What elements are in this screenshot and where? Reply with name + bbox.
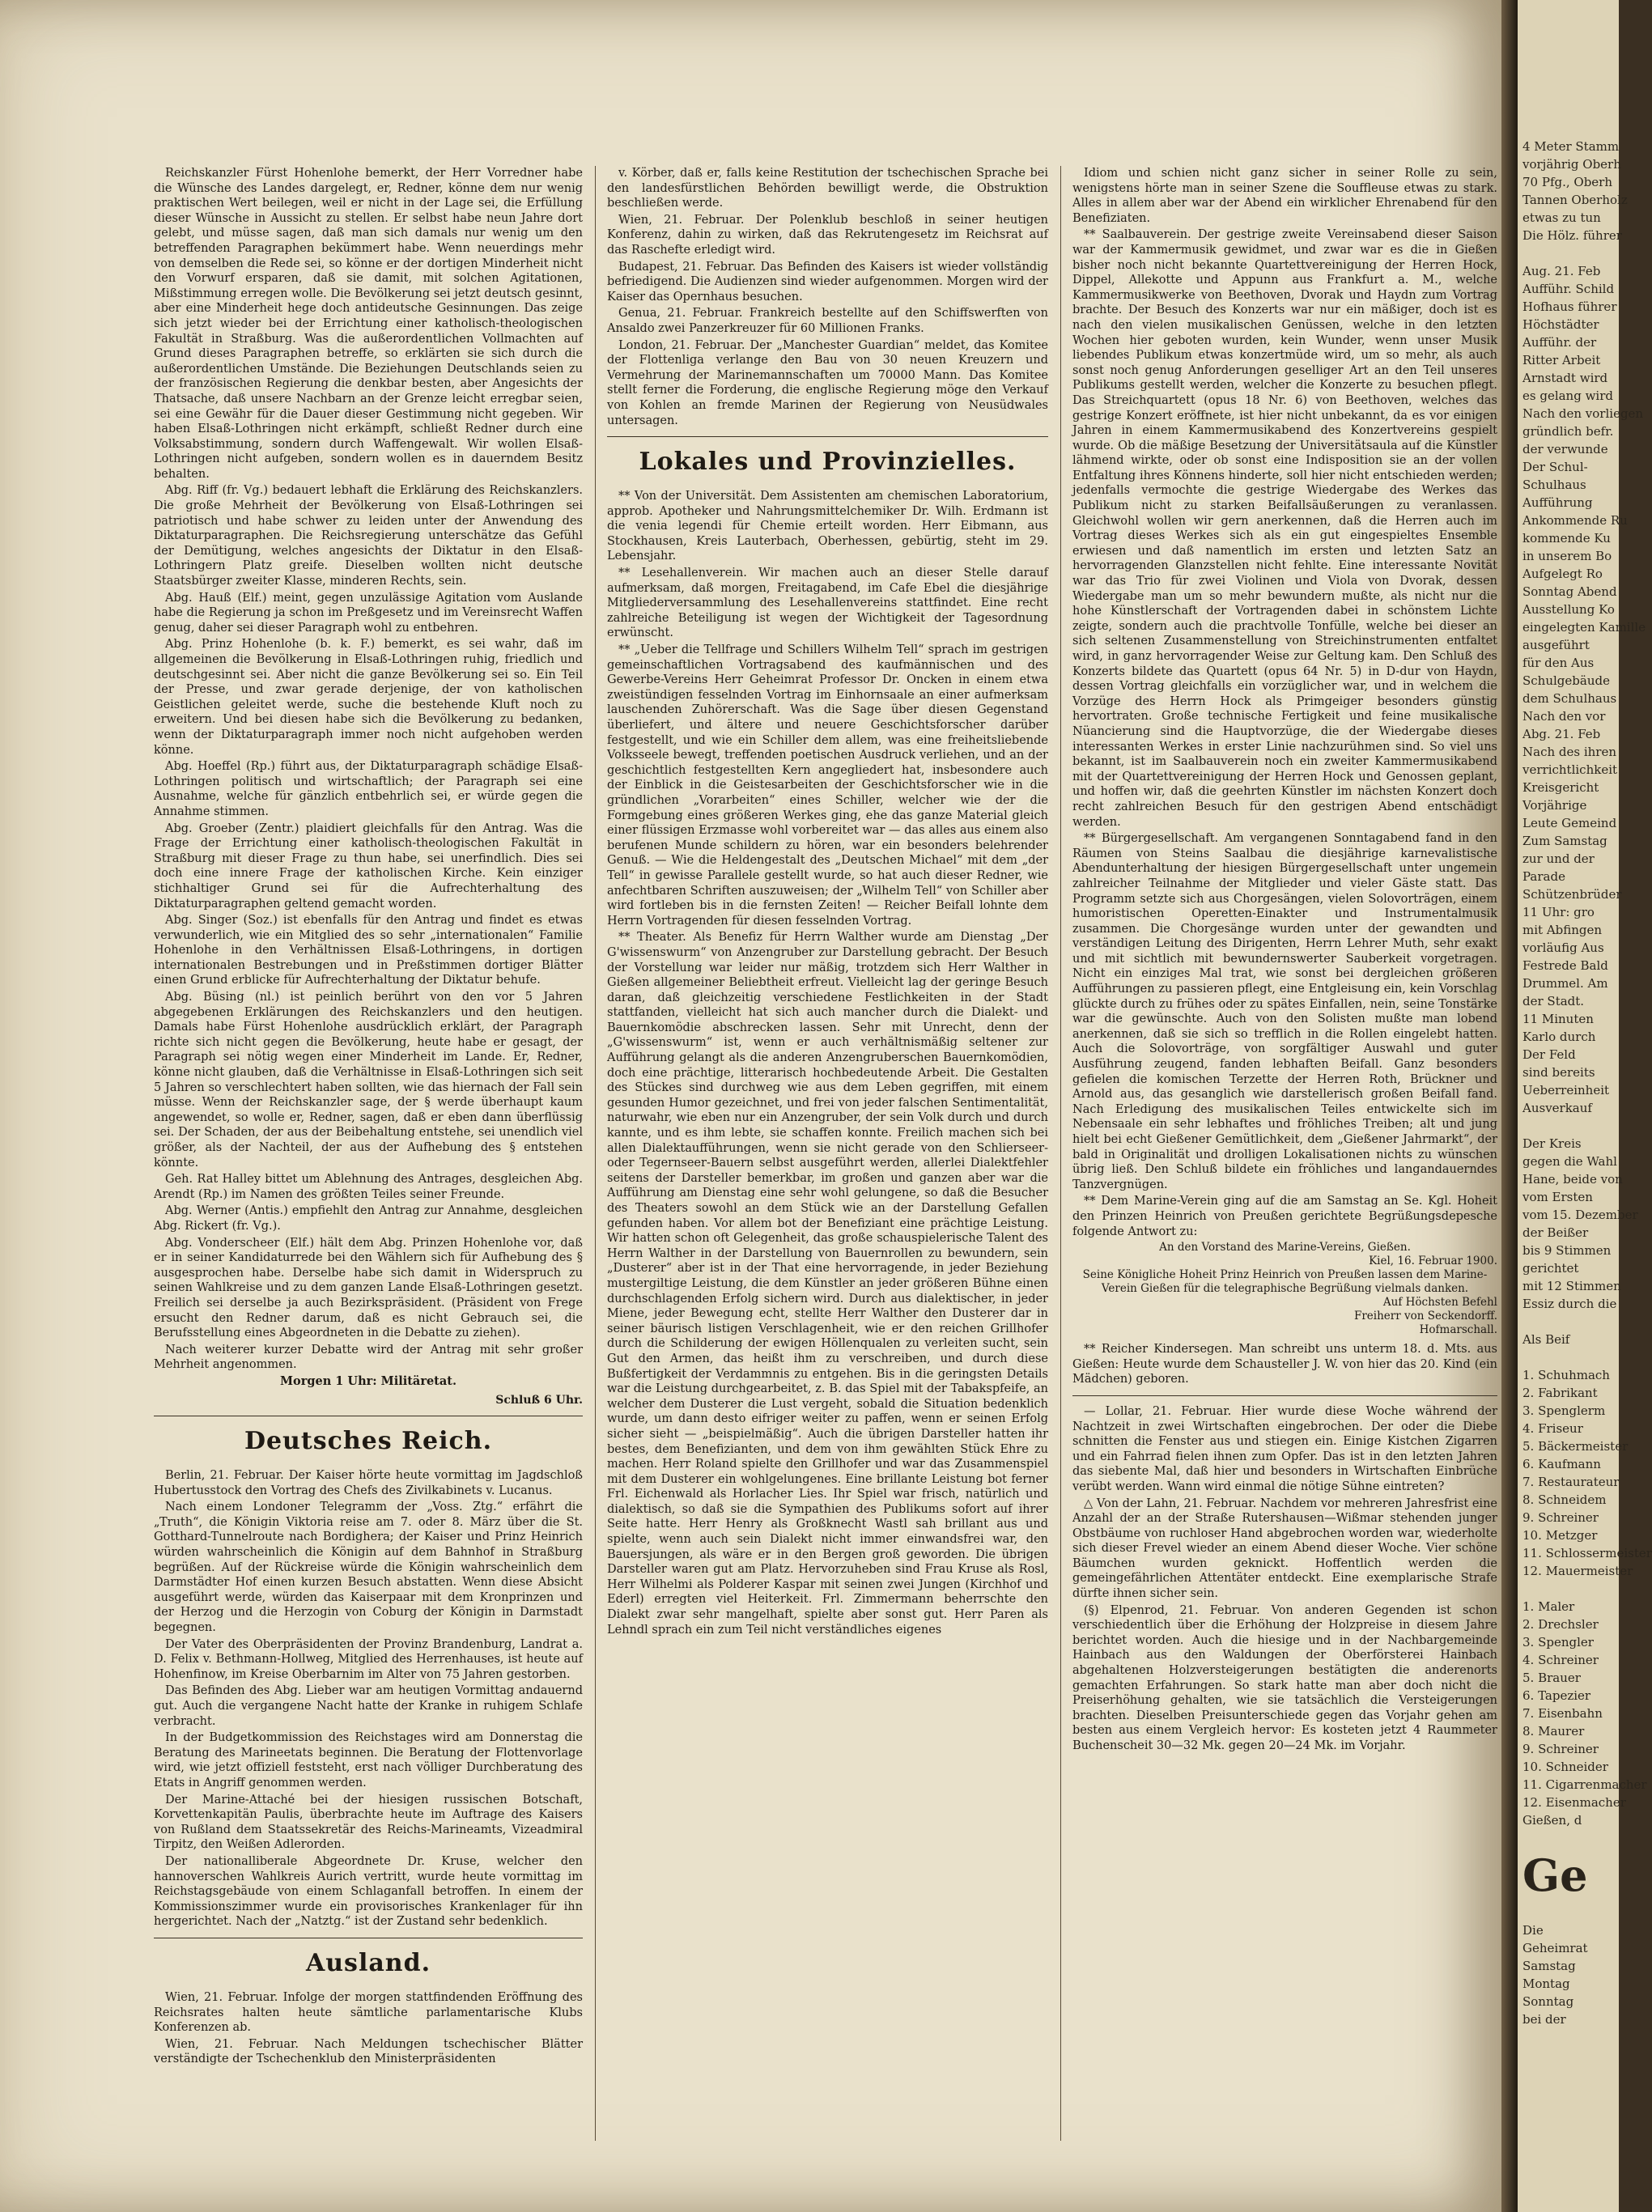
facing-page-line: 70 Pfg., Oberh — [1522, 175, 1613, 189]
facing-page-line: eingelegten Kamille — [1522, 620, 1646, 635]
facing-page-line: 11 Minuten — [1522, 1012, 1594, 1026]
facing-page-line — [1522, 1904, 1619, 1921]
facing-page-line: vorjährig Oberh — [1522, 157, 1621, 172]
facing-page-line: 12. Eisenmacher — [1522, 1795, 1626, 1810]
paragraph: Wien, 21. Februar. Der Polenklub beschloß in seiner heutigen Konferenz, dahin zu wirken, daß das Rekrutengesetz im Reichsrat auf das Raschefte erledigt wird. — [607, 213, 1048, 257]
facing-page-line — [1522, 1117, 1619, 1135]
paragraph: Abg. Hoeffel (Rp.) führt aus, der Diktaturparagraph schädige Elsaß-Lothringen politisch und wirtschaftlich; der Paragraph sei eine Ausnahme, welche für gänzlich entbehrlich sei, er würde gegen die Annahme stimmen. — [154, 760, 583, 818]
facing-page-line: 2. Drechsler — [1522, 1617, 1599, 1632]
facing-page-line: Der Feld — [1522, 1047, 1576, 1062]
paragraph: △ Von der Lahn, 21. Februar. Nachdem vor mehreren Jahresfrist eine Anzahl der an der Straße Rutershausen—Wißmar stehenden junger Obstbäume von ruchloser Hand abgebrochen worden war, wiederholte sich dieser Frevel wieder an einem Abend dieser Woche. Vier schöne Bäumchen wurden geknickt. Hoffentlich werden die gemeingefährlichen Attentäter entdeckt. Eine exemplarische Strafe dürfte ihnen sicher sein. — [1072, 1497, 1497, 1601]
paragraph: Das Befinden des Abg. Lieber war am heutigen Vormittag andauernd gut. Auch die vergangene Nacht hatte der Kranke in ruhigem Schlafe verbracht. — [154, 1684, 583, 1728]
facing-page-line: verrichtlichkeit — [1522, 762, 1618, 777]
facing-page-line: bei der — [1522, 2012, 1566, 2027]
telegram-title: Hofmarschall. — [1419, 1323, 1497, 1337]
facing-page-line: Schulhaus — [1522, 478, 1586, 492]
paragraph: ** „Ueber die Tellfrage und Schillers Wilhelm Tell“ sprach im gestrigen gemeinschaftlichen Vortragsabend des kaufmännischen und des Gewerbe-Vereins Herr Geheimrat Professor Dr. Oncken in einem etwa zweistündigen fesselnden Vortrag im Einhornsaale an einer aufmerksam lauschenden Zuhörerschaft. Was die Sage über diesen Gegenstand überliefert, und ältere und neuere Geschichtsforscher darüber festgestellt, und wie ein Schiller dem allem, was eine freiheitsliebende Volksseele bewegt, treffenden poetischen Ausdruck verliehen, und an der geschichtlich festgestellten Kern angegliedert hat, insbesondere auch der Einblick in die Geistesarbeiten der Geschichtsforscher wie in die gründlichen „Vorarbeiten“ eines Schiller, welcher wie der die Formgebung eines größeren Werkes ging, ehe das ganze Material gleich einer flüssigen Erzmasse wohl vorbereitet war — das alles aus einem also berufenen Munde schildern zu hören, war ein besonders belehrender Genuß. — Wie die Heldengestalt des „Deutschen Michael“ mit dem „der Tell“ in gewisse Parallele gestellt wurde, so hat auch dieser Redner, wie anfechtbaren Schriften auszuweisen; der „Wilhelm Tell“ von Schiller aber wird fortleben bis in die fernsten Zeiten! — Reicher Beifall lohnte dem Herrn Vortragenden für diesen fesselnden Vortrag. — [607, 643, 1048, 928]
facing-page-line: Ausverkauf — [1522, 1101, 1592, 1115]
facing-page-line: Tannen Oberholz — [1522, 193, 1628, 207]
paragraph: Genua, 21. Februar. Frankreich bestellte auf den Schiffswerften von Ansaldo zwei Panzerkreuzer für 60 Millionen Franks. — [607, 307, 1048, 335]
facing-page-line — [1522, 1580, 1619, 1598]
telegram-signer: Freiherr von Seckendorff. — [1353, 1310, 1497, 1323]
facing-page-line — [1522, 244, 1619, 262]
facing-page-line: Höchstädter — [1522, 317, 1599, 332]
facing-page-line: Ritter Arbeit — [1522, 353, 1601, 367]
section-heading-lokales: Lokales und Provinzielles. — [639, 448, 1017, 477]
facing-page-line: Montag — [1522, 1976, 1570, 1991]
paragraph: (§) Elpenrod, 21. Februar. Von anderen Gegenden ist schon verschiedentlich über die Erhöhung der Holzpreise in diesem Jahre berichtet worden. Auch die hiesige und in der Nachbargemeinde Hainbach aus den Waldungen der Oberförsterei Hainbach abgehaltenen Holzversteigerungen bestätigten die anderenorts gemachten Erfahrungen. So stark hatte man aber doch nicht die Preiserhöhung gehalten, wie sie tatsächlich die Versteigerungen brachten. Dieselben Preisunterschiede gegen das Vorjahr gehen am besten aus einem Vergleich hervor: Es kosteten jetzt 4 Raummeter Buchenscheit 30—32 Mk. gegen 20—24 Mk. im Vorjahr. — [1072, 1603, 1497, 1752]
reichstag-report — [154, 166, 583, 1407]
facing-page-line: gerichtet — [1522, 1261, 1579, 1276]
next-session: Morgen 1 Uhr: Militäretat. — [279, 1373, 457, 1388]
column-3 — [1072, 166, 1497, 2141]
facing-page-line: Festrede Bald — [1522, 958, 1608, 973]
facing-page-line: 7. Eisenbahn — [1522, 1706, 1603, 1721]
facing-page-line: 11. Schlossermeister — [1522, 1546, 1652, 1560]
paragraph: Nach einem Londoner Telegramm der „Voss. Ztg.“ erfährt die „Truth“, die Königin Viktoria reise am 7. oder 8. März über die St. Gotthard-Tunnelroute nach Bordighera; der Kaiser und Prinz Heinrich würden wahrscheinlich die Königin auf dem Bahnhof in Straßburg begrüßen. Auf der Rückreise würde die Königin wahrscheinlich dem Darmstädter Hof einen kurzen Besuch abstatten. Wenn diese Absicht ausgeführt werde, würden das Kaiserpaar mit dem Kronprinzen und der Herzog und die Herzogin von Coburg der Königin in Darmstadt begegnen. — [154, 1501, 583, 1635]
telegram-place-date: Kiel, 16. Februar 1900. — [1369, 1255, 1497, 1268]
facing-page-line: 9. Schreiner — [1522, 1742, 1599, 1756]
paragraph: v. Körber, daß er, falls keine Restitution der tschechischen Sprache bei den landesfürstlichen Behörden bewilligt werde, die Obstruktion beschließen werde. — [607, 167, 1048, 210]
facing-page-line: Ge — [1522, 1849, 1588, 1901]
facing-page-line: 7. Restaurateur — [1522, 1475, 1620, 1489]
facing-page-line: 1. Schuhmach — [1522, 1368, 1610, 1382]
facing-page-line: Hane, beide von — [1522, 1172, 1623, 1187]
facing-page-line — [1522, 1829, 1619, 1847]
facing-page-line: Schulgebäude — [1522, 673, 1610, 688]
facing-page-line: 4. Friseur — [1522, 1421, 1583, 1436]
section-heading-ausland: Ausland. — [305, 1948, 431, 1977]
paragraph: Reichskanzler Fürst Hohenlohe bemerkt, der Herr Vorredner habe die Wünsche des Landes dargelegt, er, Redner, könne dem nur wenig praktischen Wert beilegen, weil er nicht in der Lage sei, die Erfüllung dieser Wünsche in Aussicht zu stellen. Er selbst habe neun Jahre dort gelebt, und müsse sagen, daß man sich damals nur wenig um den betreffenden Paragraphen bekümmert habe. Wenn neuerdings mehr von demselben die Rede sei, so könne er der dortigen Minderheit nicht den Vorwurf ersparen, daß sie damit, mit solchen Agitationen, Mißstimmung erregen wolle. Die Bevölkerung sei jetzt deutsch gesinnt, aber eine Minderheit hege doch antideutsche Gesinnungen. Das zeige sich jetzt wieder bei der Errichtung einer katholisch-theologischen Fakultät in Straßburg. Was die außerordentlichen Vollmachten auf Grund dieses Paragraphen betreffe, so erklärten sie sich durch die außerordentlichen Umstände. Die Beziehungen Deutschlands seien zu der französischen Regierung die denkbar besten, aber Angesichts der Thatsache, daß unsere Nachbarn an der Grenze leicht erregbar seien, sei eine Gewähr für die Dauer dieser Gestimmung nicht gegeben. Wir haben Elsaß-Lothringen nicht erkämpft, schließt Redner durch eine Volksabstimmung, sondern durch Waffengewalt. Wir wollen Elsaß-Lothringen nicht aufgeben, sondern wollen es in dauerndem Besitz behalten. — [154, 167, 583, 481]
paragraph: Abg. Singer (Soz.) ist ebenfalls für den Antrag und findet es etwas verwunderlich, wie ein Mitglied des so sehr „internationalen“ Familie Hohenlohe in den Verhältnissen Elsaß-Lothringens, in dortigen internationalen Bestrebungen und in Preßstimmen dortiger Blätter einen Grund erblicke für Aufrechterhaltung der Diktatur behufe. — [154, 914, 583, 987]
facing-page-line: Sonntag Abend — [1522, 584, 1617, 599]
facing-page-line: Ueberreinheit — [1522, 1083, 1610, 1098]
facing-page-line: Zum Samstag — [1522, 834, 1607, 848]
facing-page-line: bis 9 Stimmen — [1522, 1243, 1612, 1258]
paragraph: ** Saalbauverein. Der gestrige zweite Vereinsabend dieser Saison war der Kammermusik gewidmet, und zwar war es die in Gießen bisher noch nicht bekannte Quartettvereinigung der Herren Hock, Dippel, Allekotte und Appunn aus Frankfurt a. M., welche Kammermusikwerke von Beethoven, Dvorak und Haydn zum Vortrag brachte. Der Besuch des Konzerts war nur ein mäßiger, doch ist es nach den vielen musikalischen Genüssen, welche in den letzten Wochen hier geboten wurden, kein Wunder, wenn unser Musik liebendes Publikum etwas konzertmüde wird, um so mehr, als auch sonst noch genug Anforderungen geselliger Art an den Teil unseres Publikums gestellt werden, welcher die Konzerte zu besuchen pflegt. Das Streichquartett (opus 18 Nr. 6) von Beethoven, welches das gestrige Konzert eröffnete, ist hier nicht unbekannt, da es vor einigen Jahren in einem Kammermusikabend des Konzertvereins gespielt wurde. Ob die mäßige Besetzung der Universitätsaula auf die Künstler lähmend wirkte, oder ob sonst eine Indisposition sie an der vollen Entfaltung ihres Könnens hinderte, soll hier nicht entschieden werden; jedenfalls vermochte die gestrige Wiedergabe des Werkes das Publikum nicht zu starken Beifallsäußerungen zu veranlassen. Gleichwohl wollen wir gern anerkennen, daß die Herren auch im Vortrag dieses Werkes sich als ein gut eingespieltes Ensemble erwiesen und daß namentlich im ersten und letzten Satz an hervorragenden Glanzstellen nicht fehlte. Eine interessante Novität war das Trio für zwei Violinen und Viola von Dvorak, dessen Wiedergabe man um so mehr bewundern mußte, als nicht nur die hohe Künstlerschaft der Vortragenden dabei in schönstem Lichte zeigte, sondern auch die prachtvolle Tonfülle, welche bei dieser an sich seltenen Zusammenstellung von Streichinstrumenten entfaltet wird, in ganz hervorragender Weise zur Geltung kam. Den Schluß des Konzerts bildete das Quartett (opus 64 Nr. 5) in D-dur von Haydn, dessen Vortrag gleichfalls ein vorzüglicher war, und in welchem die Vorzüge des Herrn Hock als Primgeiger besonders günstig hervortraten. Große technische Fertigkeit und feine musikalische Nüancierung sind die Hauptvorzüge, die der Wiedergabe dieses interessanten Werkes in erster Linie nachzurühmen sind. So viel uns bekannt, ist im Saalbauverein noch ein zweiter Kammermusikabend mit der Quartettvereinigung der Herren Hock und Genossen geplant, und hoffen wir, daß die geehrten Künstler im nächsten Konzert doch recht zahlreichen Besuch für den gestrigen Abend entschädigt werden. — [1072, 228, 1497, 829]
paragraph: Berlin, 21. Februar. Der Kaiser hörte heute vormittag im Jagdschloß Hubertusstock den Vortrag des Chefs des Zivilkabinets v. Lucanus. — [154, 1469, 583, 1497]
facing-page-line: 6. Tapezier — [1522, 1688, 1591, 1703]
telegram-order: Auf Höchsten Befehl — [1382, 1296, 1497, 1310]
facing-page-line: mit 12 Stimmen — [1522, 1279, 1621, 1293]
facing-page-line: 11 Uhr: gro — [1522, 905, 1595, 919]
paragraph: Abg. Büsing (nl.) ist peinlich berührt von den vor 5 Jahren abgegebenen Erklärungen des Reichskanzlers und den heutigen. Damals habe Fürst Hohenlohe ausdrücklich erklärt, der Paragraph richte sich nicht gegen die Bevölkerung, heute habe er gesagt, der Paragraph sei nötig wegen einer Minderheit im Lande. Er, Redner, könne nicht glauben, daß die Verhältnisse in Elsaß-Lothringen sich seit 5 Jahren so verschlechtert haben sollten, wie das hiernach der Fall sein müsse. Wenn der Reichskanzler sage, der § werde überhaupt kaum angewendet, so wolle er, Redner, sagen, daß er eben dann überflüssig sei. Der Schaden, der aus der Beibehaltung entstehe, sei unendlich viel größer, als der Nachteil, der aus der Aufhebung des § entstehen könnte. — [154, 991, 583, 1170]
facing-page-line: Die — [1522, 1923, 1544, 1938]
paragraph: ** Bürgergesellschaft. Am vergangenen Sonntagabend fand in den Räumen von Steins Saalbau die diesjährige karnevalistische Abendunterhaltung der hiesigen Bürgergesellschaft unter ungemein zahlreicher Teilnahme der Mitglieder und vieler Gäste statt. Das Programm setzte sich aus Chorgesängen, vielen Solovorträgen, einem humoristischen Operetten-Einakter und Instrumentalmusik zusammen. Die Chorgesänge wurden unter der gewandten und verständigen Leitung des Dirigenten, Herrn Lehrer Muth, sehr exakt und mit sichtlich mit bewundernswerter Sauberkeit vorgetragen. Nicht ein einziges Mal trat, wie sonst bei dergleichen größeren Aufführungen zu passieren pflegt, eine Entgleisung ein, kein Vorschlag glückte durch zu frühes oder zu spätes Einfallen, nein, seine Tonstärke war die gewünschte. Auch von den Solisten mußte man lobend anerkennen, daß sie sich so trefflich in die Rollen eingelebt hatten. Auch die Solovorträge, von sorgfältiger Auswahl und guter Ausführung zeugend, fanden lebhaften Beifall. Ganz besonders gefielen die komischen Terzette der Herren Roth, Brückner und Arnold aus, das gesanglich wie darstellerisch großen Beifall fand. Nach Erledigung des musikalischen Teiles entwickelte sich im Nebensaale ein sehr lebhaftes und fröhliches Treiben; alt und jung hielt bei echt Gießener Gemütlichkeit, dem „Gießener Jahrmarkt“, der bald in Originalität und drolligen Lokalisationen nichts zu wünschen übrig ließ. Den Schluß bildete ein fröhliches und langandauerndes Tanzvergnügen. — [1072, 832, 1497, 1191]
column-1 — [154, 166, 583, 2133]
paragraph: Wien, 21. Februar. Nach Meldungen tschechischer Blätter verständigte der Tschechenklub den Ministerpräsidenten — [154, 2037, 583, 2066]
facing-page-line: 1. Maler — [1522, 1599, 1575, 1614]
column-rule — [595, 166, 596, 2141]
paragraph: Der Vater des Oberpräsidenten der Provinz Brandenburg, Landrat a. D. Felix v. Bethmann-Hollweg, Mitglied des Herrenhauses, ist heute auf Hohenfinow, im Kreise Oberbarnim im Alter von 75 Jahren gestorben. — [154, 1637, 583, 1681]
facing-page-line: etwas zu tun — [1522, 210, 1601, 225]
facing-page-line: Parade — [1522, 869, 1565, 884]
section-heading-deutsches-reich: Deutsches Reich. — [244, 1427, 493, 1456]
facing-page-line: Als Beif — [1522, 1332, 1570, 1347]
paragraph: ** Reicher Kindersegen. Man schreibt uns unterm 18. d. Mts. aus Gießen: Heute wurde dem Schausteller J. W. von hier das 20. Kind (ein Mädchen) geboren. — [1072, 1343, 1497, 1386]
paragraph: Abg. Werner (Antis.) empfiehlt den Antrag zur Annahme, desgleichen Abg. Rickert (fr. Vg.). — [154, 1204, 583, 1233]
facing-page-line: 8. Schneidem — [1522, 1492, 1607, 1507]
paragraph: Nach weiterer kurzer Debatte wird der Antrag mit sehr großer Mehrheit angenommen. — [154, 1343, 583, 1372]
facing-page-line: der Stadt. — [1522, 994, 1585, 1008]
facing-page-line: es gelang wird — [1522, 388, 1614, 403]
paragraph: ** Dem Marine-Verein ging auf die am Samstag an Se. Kgl. Hoheit den Prinzen Heinrich von Preußen gerichtete Begrüßungsdepesche folgende Antwort zu: — [1072, 1195, 1497, 1238]
facing-page-line: vom Ersten — [1522, 1190, 1593, 1204]
paragraph: In der Budgetkommission des Reichstages wird am Donnerstag die Beratung des Marineetats beginnen. Die Beratung der Flottenvorlage wird, wie jetzt offiziell feststeht, erst nach völliger Durchberatung des Etats in Angriff genommen werden. — [154, 1731, 583, 1790]
facing-page-line: Die Hölz. führer — [1522, 228, 1622, 243]
facing-page-line: Nach den vor — [1522, 709, 1606, 724]
facing-page-line: Arnstadt wird — [1522, 371, 1608, 385]
facing-page-line: kommende Ku — [1522, 531, 1611, 546]
facing-page-line — [1522, 1348, 1619, 1366]
paragraph: Geh. Rat Halley bittet um Ablehnung des Antrages, desgleichen Abg. Arendt (Rp.) im Namen des größten Teiles seiner Freunde. — [154, 1173, 583, 1201]
telegram-body: Seine Königliche Hoheit Prinz Heinrich von Preußen lassen dem Marine-Verein Gießen für die telegraphische Begrüßung vielmals danken. — [1082, 1268, 1488, 1296]
closing-line: Schluß 6 Uhr. — [495, 1393, 583, 1407]
paragraph: Abg. Vonderscheer (Elf.) hält dem Abg. Prinzen Hohenlohe vor, daß er in seiner Kandidaturrede bei den Wählern sich für Aufhebung des § ausgesprochen habe. Derselbe habe sich damit in Widerspruch zu seinen Wahlkreise und zu dem ganzen Lande Elsaß-Lothringen gesetzt. Freilich sei derselbe ja auch Bezirkspräsident. (Präsident von Frege ersucht den Redner darum, daß es nicht Gebrauch sei, die Berufsstellung eines Abgeordneten in die Debatte zu ziehen). — [154, 1236, 583, 1340]
facing-page-line: Ausstellung Ko — [1522, 602, 1615, 617]
paragraph: ** Von der Universität. Dem Assistenten am chemischen Laboratorium, approb. Apotheker und Nahrungsmittelchemiker Dr. Wilh. Erdmann ist die venia legendi für Chemie erteilt worden. Herr Eibmann, aus Stockhausen, Kreis Lauterbach, Oberhessen, gebürtig, steht im 29. Lebensjahr. — [607, 490, 1048, 563]
facing-page-line: Vorjährige — [1522, 798, 1587, 813]
facing-page-line: für den Aus — [1522, 656, 1595, 670]
facing-page-line: Abg. 21. Feb — [1522, 727, 1601, 741]
facing-page-line: mit Abfingen — [1522, 923, 1603, 937]
facing-page-line: Ankommende Ru — [1522, 513, 1628, 528]
paragraph: Abg. Riff (fr. Vg.) bedauert lebhaft die Erklärung des Reichskanzlers. Die große Mehrheit der Bevölkerung von Elsaß-Lothringen sei patriotisch und habe schwer zu leiden unter der Anwendung des Diktaturparagraphen. Die Reichsregierung unterschätze das Gefühl der Demütigung, welches angesichts der Diktatur in den Elsaß-Lothringern Platz greife. Dieselben wollten nicht deutsche Staatsbürger zweiter Klasse, minderen Rechts, sein. — [154, 484, 583, 588]
facing-page-line: Nach den vorliegen — [1522, 406, 1644, 421]
paragraph: ** Lesehallenverein. Wir machen auch an dieser Stelle darauf aufmerksam, daß morgen, Freitagabend, im Cafe Ebel die diesjährige Mitgliederversammlung des Lesehallenvereins stattfindet. Eine recht zahlreiche Beteiligung ist wegen der Wichtigkeit der Tagesordnung erwünscht. — [607, 567, 1048, 640]
facing-page-line: Aufführ. der — [1522, 335, 1597, 350]
facing-page-line: Aufführ. Schild — [1522, 282, 1615, 296]
facing-page-line: vom 15. Dezember — [1522, 1208, 1638, 1222]
facing-page-line: Der Kreis — [1522, 1136, 1582, 1151]
facing-page-line: Hofhaus führer — [1522, 299, 1617, 314]
facing-page-line: 2. Fabrikant — [1522, 1386, 1598, 1400]
paragraph: Budapest, 21. Februar. Das Befinden des Kaisers ist wieder vollständig befriedigend. Die Audienzen sind wieder aufgenommen. Morgen wird der Kaiser das Opernhaus besuchen. — [607, 260, 1048, 304]
facing-page-line: 9. Schreiner — [1522, 1510, 1599, 1525]
paragraph: London, 21. Februar. Der „Manchester Guardian“ meldet, das Komitee der Flottenliga verlange den Bau von 30 neuen Kreuzern und Vermehrung der Marinemannschaften um 70000 Mann. Das Komitee stellt ferner die Forderung, die englische Regierung möge den Verkauf von Kohlen an fremde Marinen der Regierung von Neusüdwales untersagen. — [607, 338, 1048, 427]
paragraph: Wien, 21. Februar. Infolge der morgen stattfindenden Eröffnung des Reichsrates halten heute sämtliche parlamentarische Klubs Konferenzen ab. — [154, 1990, 583, 2035]
facing-page-line: 6. Kaufmann — [1522, 1457, 1601, 1471]
facing-page-line: Drummel. Am — [1522, 976, 1608, 991]
facing-page-line: Schützenbrüder — [1522, 887, 1622, 902]
paragraph: Abg. Groeber (Zentr.) plaidiert gleichfalls für den Antrag. Was die Frage der Errichtung einer katholisch-theologischen Fakultät in Straßburg mit dieser Frage zu thun habe, sei unerfindlich. Dies sei doch eine innere Frage der katholischen Kirche. Kein einziger stichhaltiger Grund sei für die Aufrechterhaltung des Diktaturparagraphen geltend gemacht worden. — [154, 822, 583, 911]
facing-page-line: Samstag — [1522, 1959, 1576, 1973]
facing-page-line: gründlich befr. — [1522, 424, 1614, 439]
facing-page-line: 4 Meter Stamm — [1522, 139, 1620, 154]
facing-page-edge — [1518, 0, 1652, 2212]
paragraph: Abg. Prinz Hohenlohe (b. k. F.) bemerkt, es sei wahr, daß im allgemeinen die Bevölkerung in Elsaß-Lothringen ruhig, friedlich und deutschgesinnt sei. Aber nicht die ganze Bevölkerung sei so. Ein Teil der Presse, und zwar gerade derjenige, der von katholischen Geistlichen geleitet werde, suche die bestehende Kluft noch zu erweitern. Und bei diesen habe sich die Bevölkerung zu bedanken, wenn der Diktaturparagraph immer noch nicht aufgehoben werden könne. — [154, 638, 583, 757]
telegram-address: An den Vorstand des Marine-Vereins, Gießen. — [1159, 1241, 1411, 1255]
facing-page-line: vorläufig Aus — [1522, 940, 1604, 955]
divider — [607, 436, 1048, 437]
paragraph: — Lollar, 21. Februar. Hier wurde diese Woche während der Nachtzeit in zwei Wirtschaften eingebrochen. Der oder die Diebe schnitten die Fenster aus und stiegen ein. Einige Kistchen Zigarren und ein Fahrrad fielen ihnen zum Opfer. Das ist in den letzten Jahren das siebente Mal, daß hier und besonders in Wirtschaften Einbrüche verübt werden. Wann wird einmal die nötige Sühne eintreten? — [1072, 1404, 1497, 1493]
facing-page-line: Leute Gemeind — [1522, 816, 1617, 830]
facing-page-line: Kreisgericht — [1522, 780, 1599, 795]
facing-page-line: sind bereits — [1522, 1065, 1595, 1080]
facing-page-line: 12. Mauermeister — [1522, 1564, 1633, 1578]
column-rule — [1060, 166, 1061, 2141]
facing-page-line: in unserem Bo — [1522, 549, 1612, 563]
facing-page-line: 11. Cigarrenmacher — [1522, 1777, 1647, 1792]
facing-page-line: Essiz durch die — [1522, 1297, 1617, 1311]
paragraph: Der nationalliberale Abgeordnete Dr. Kruse, welcher den hannoverschen Wahlkreis Aurich vertritt, wurde heute vormittag im Reichstagsgebäude von einem Schlaganfall betroffen. In einem der Kommissionszimmer wurde ein provisorisches Krankenlager für ihn hergerichtet. Nach der „Natztg.“ ist der Zustand sehr bedenklich. — [154, 1854, 583, 1929]
divider — [1072, 1395, 1497, 1396]
paragraph: ** Theater. Als Benefiz für Herrn Walther wurde am Dienstag „Der G'wissenswurm“ von Anzengruber zur Darstellung gebracht. Der Besuch der Vorstellung war leider nur mäßig, trotzdem sich Herr Walther in Gießen allgemeiner Beliebtheit erfreut. Vielleicht lag der geringe Besuch daran, daß gleichzeitig verschiedene Festlichkeiten in der Stadt stattfanden, vielleicht hat sich auch mancher durch die Dialekt- und Bauernkomödie abschrecken lassen. Sehr mit Unrecht, denn der „G'wissenswurm“ ist, wenn er auch verhältnismäßig seltener zur Aufführung gelangt als die anderen Anzengruberschen Bauernkomödien, doch eine prächtige, litterarisch hochbedeutende Arbeit. Die Gestalten des Stückes sind durchweg wie aus dem Leben gegriffen, mit einem gesunden Humor gezeichnet, und frei von jeder falschen Sentimentalität, naturwahr, wie eben nur ein Anzengruber, der sein Volk durch und durch kannte, und es ihm lebte, sie schaffen konnte. Freilich machen sich bei allen Dialektaufführungen, wenn sie nicht gerade von den Schlierseer- oder Tegernseer-Bauern selbst ausgeführt werden, allerlei Dialektfehler seitens der Darsteller bemerkbar, im großen und ganzen aber war die Aufführung am Dienstag eine sehr wohl gelungene, so daß die Besucher des Theaters sowohl an dem Stück wie an der Darstellung Gefallen gefunden haben. Vor allem bot der Benefiziant eine prächtige Leistung. Wir hatten schon oft Gelegenheit, das große schauspielerische Talent des Herrn Walther in der Darstellung von Bauernrollen zu bewundern, sein „Dusterer“ aber ist in der That eine hervorragende, in jeder Beziehung mustergiltige Leistung, die dem Künstler an jeder größeren Bühne einen durchschlagenden Erfolg sichern wird. Durch aus dialektischer, in jeder Miene, jeder Bewegung echt, stellte Herr Walther den Dusterer dar in seiner bäurisch listigen Verschlagenheit, wie er den reichen Grillhofer durch die Schilderung der ewigen Höllenqualen zu verleiten sucht, sein Gut den Armen, das heißt ihm zu verschreiben, und durch diese Bußfertigkeit der Verdammnis zu entgehen. Bis in die geringsten Details war die Leistung durchgearbeitet, z. B. das Spiel mit der Tabakspfeife, an welcher dem Dusterer die Lust vergeht, sobald die Situation bedenklich wurde, um dann desto eifriger weiter zu paffen, wenn er seinen Erfolg sicher sieht — „beispielmäßig“. Auch die übrigen Darsteller hatten ihr bestes, dem Benefizianten, und dem von ihm gewählten Stück Ehre zu machen. Herr Roland spielte den Grillhofer und war das Zusammenspiel mit dem Dusterer ein wohlgelungenes. Eine brillante Leistung bot ferner Frl. Eichenwald als Horlacher Lies. Ihr Spiel war frisch, natürlich und dialektisch, so daß sie die Sympathien des Publikums sofort auf ihrer Seite hatte. Herr Henry als Großknecht Wastl sah brillant aus und spielte, wenn auch sein Dialekt nicht immer einwandsfrei war, den Bauersjungen, als wäre er in den Bergen groß geworden. Die übrigen Darsteller waren gut am Platz. Hervorzuheben sind Frau Kruse als Rosl, Herr Wilhelmi als Polderer Kaspar mit seinen zwei Jungen (Kirchhof und Ederl) erregten viel Heiterkeit. Frl. Zimmermann beherrschte den Dialekt zwar sehr mangelhaft, spielte aber sonst gut. Herr Paren als Lehndl sprach ein zum Teil nicht verständliches eigenes — [607, 931, 1048, 1637]
facing-page-line: 4. Schreiner — [1522, 1653, 1599, 1667]
facing-page-line: Karlo durch — [1522, 1030, 1596, 1044]
facing-page-line: gegen die Wahl — [1522, 1154, 1617, 1169]
facing-page-line: dem Schulhaus — [1522, 691, 1617, 706]
facing-page-line: der verwunde — [1522, 442, 1608, 456]
facing-page-line — [1522, 1313, 1619, 1331]
facing-page-line: Aufgelegt Ro — [1522, 567, 1603, 581]
facing-page-line: ausgeführt — [1522, 638, 1590, 652]
paragraph: Der Marine-Attaché bei der hiesigen russischen Botschaft, Korvettenkapitän Paulis, überbrachte heute im Auftrage des Kaisers von Rußland dem Staatssekretär des Reichs-Marineamts, Vizeadmiral Tirpitz, den Weißen Adlerorden. — [154, 1793, 583, 1852]
facing-page-line: Der Schul- — [1522, 460, 1588, 474]
facing-page-line: 3. Spengler — [1522, 1635, 1594, 1649]
facing-page-line: 3. Spenglerm — [1522, 1403, 1606, 1418]
facing-page-line: Gießen, d — [1522, 1813, 1582, 1828]
facing-page-line: Aug. 21. Feb — [1522, 264, 1601, 278]
telegram-reply — [1072, 1241, 1497, 1337]
book-gutter — [1501, 0, 1518, 2212]
facing-page-line: Nach des ihren — [1522, 745, 1617, 759]
facing-page-line: der Beißer — [1522, 1225, 1589, 1240]
facing-page-line: 5. Brauer — [1522, 1671, 1581, 1685]
facing-page-line: Geheimrat — [1522, 1941, 1588, 1955]
paragraph: Abg. Hauß (Elf.) meint, gegen unzulässige Agitation vom Auslande habe die Regierung ja schon im Preßgesetz und im Vereinsrecht Waffen genug, daher sei dieser Paragraph wohl zu entbehren. — [154, 591, 583, 635]
facing-page-line: 5. Bäckermeister — [1522, 1439, 1629, 1454]
column-2 — [607, 166, 1048, 2141]
facing-page-line: 10. Metzger — [1522, 1528, 1598, 1543]
facing-page-line: Aufführung — [1522, 495, 1593, 510]
facing-page-line: 10. Schneider — [1522, 1760, 1608, 1774]
facing-page-line: zur und der — [1522, 851, 1595, 866]
paragraph: Idiom und schien nicht ganz sicher in seiner Rolle zu sein, wenigstens hörte man in seiner Szene die Souffleuse etwas zu stark. Alles in allem aber war der Abend ein wirklicher Ehrenabend für den Benefiziaten. — [1072, 167, 1497, 225]
facing-page-line: Sonntag — [1522, 1994, 1574, 2009]
facing-page-text — [1518, 0, 1652, 2028]
facing-page-line: 8. Maurer — [1522, 1724, 1585, 1739]
